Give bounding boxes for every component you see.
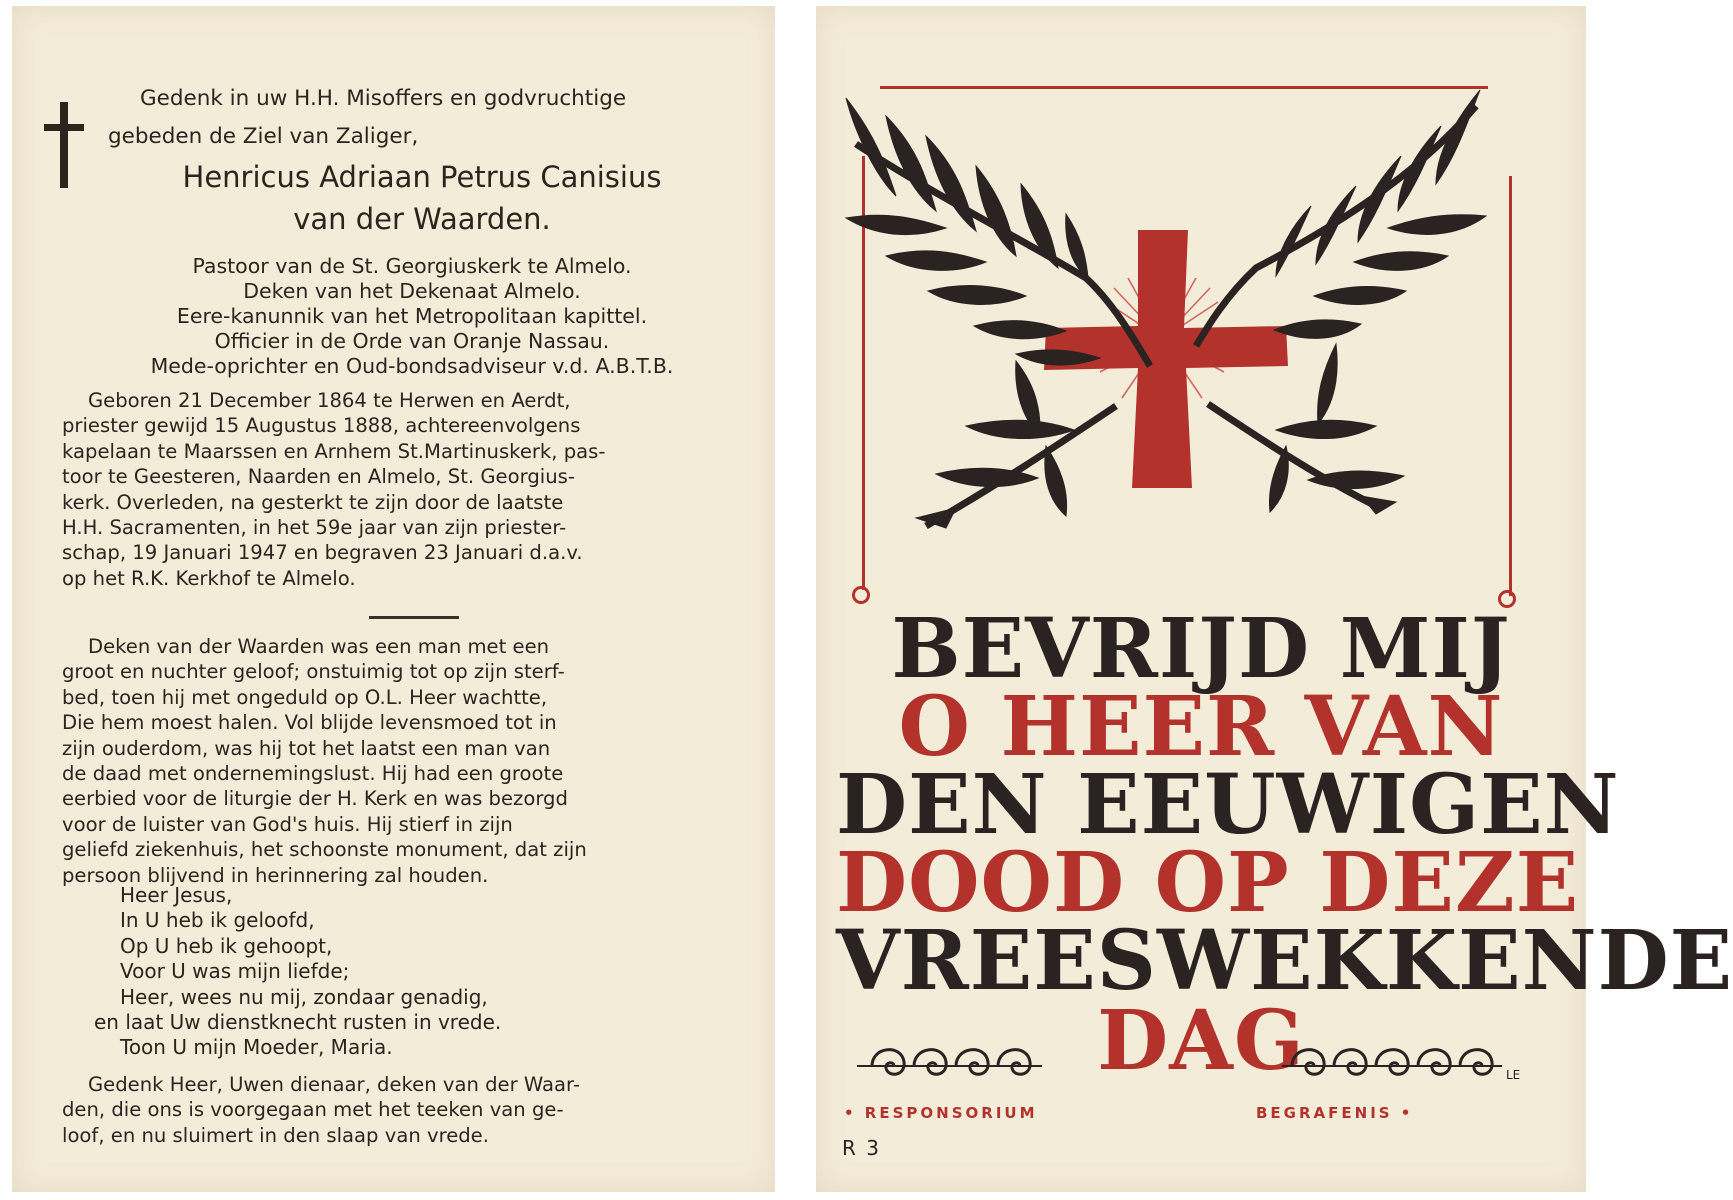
footer-begrafenis: BEGRAFENIS •: [1256, 1104, 1414, 1122]
prayer-line: Voor U was mijn liefde;: [120, 959, 350, 984]
prayer-line: In U heb ik geloofd,: [120, 908, 315, 933]
closing-line: loof, en nu sluimert in den slaap van vrede.: [62, 1123, 489, 1147]
intro-line: gebeden de Ziel van Zaliger,: [108, 124, 419, 149]
memorial-card-text-side: [12, 6, 775, 1192]
tribute-line: bed, toen hij met ongeduld op O.L. Heer wachtte,: [62, 685, 548, 709]
tribute-line: de daad met ondernemingslust. Hij had een groote: [62, 762, 564, 786]
palm-branches-icon: [816, 6, 1586, 606]
tribute-line: voor de luister van God's huis. Hij stierf in zijn: [62, 812, 513, 836]
prayer-line: Toon U mijn Moeder, Maria.: [120, 1035, 393, 1060]
biography-line: H.H. Sacramenten, in het 59e jaar van zijn priester-: [62, 516, 567, 540]
tribute-line: eerbied voor de liturgie der H. Kerk en was bezorgd: [62, 787, 568, 811]
verse-line: O HEER VAN: [898, 679, 1504, 775]
title-line: Pastoor van de St. Georgiuskerk te Almelo.: [192, 254, 632, 278]
tribute-paragraph: [62, 634, 742, 888]
intro-line: Gedenk in uw H.H. Misoffers en godvruchtige: [140, 86, 627, 111]
deceased-name: [72, 156, 772, 240]
biography-line: priester gewijd 15 Augustus 1888, achtereenvolgens: [62, 414, 581, 438]
closing-line: Gedenk Heer, Uwen dienaar, deken van der Waar-: [88, 1073, 580, 1096]
artist-initials: LE: [1506, 1068, 1521, 1082]
verse-line: DEN EEUWIGEN: [836, 757, 1620, 853]
footer-responsorium: • RESPONSORIUM: [844, 1104, 1038, 1122]
scroll-ornament: [852, 1024, 1552, 1104]
biography-line: kapelaan te Maarssen en Arnhem St.Martinuskerk, pas-: [62, 439, 606, 463]
tribute-line: persoon blijvend in herinnering zal houden.: [62, 863, 489, 887]
biography-line: toor te Geesteren, Naarden en Almelo, St. Georgius-: [62, 465, 575, 489]
section-divider: [369, 616, 459, 619]
biography-line: op het R.K. Kerkhof te Almelo.: [62, 566, 356, 590]
tribute-line: groot en nuchter geloof; onstuimig tot op zijn sterf-: [62, 660, 565, 684]
title-line: Officier in de Orde van Oranje Nassau.: [214, 329, 610, 353]
tribute-line: Die hem moest halen. Vol blijde levensmoed tot in: [62, 711, 557, 735]
deceased-name-line: van der Waarden.: [293, 202, 551, 236]
title-line: Eere-kanunnik van het Metropolitaan kapittel.: [176, 304, 648, 328]
verse-line: DOOD OP DEZE: [836, 835, 1580, 931]
prayer-verse: [94, 883, 760, 1061]
prayer-line: Op U heb ik gehoopt,: [120, 933, 333, 958]
tribute-line: Deken van der Waarden was een man met een: [88, 635, 550, 658]
biography-line: Geboren 21 December 1864 te Herwen en Aerdt,: [88, 389, 571, 412]
deceased-name-line: Henricus Adriaan Petrus Canisius: [182, 160, 662, 194]
prayer-line: Heer Jesus,: [120, 883, 233, 907]
card-code: R 3: [842, 1136, 881, 1160]
biography-line: kerk. Overleden, na gesterkt te zijn door de laatste: [62, 490, 564, 514]
verse-line: BEVRIJD MIJ: [891, 601, 1511, 697]
intro-text: [108, 80, 758, 156]
tribute-line: geliefd ziekenhuis, het schoonste monument, dat zijn: [62, 838, 587, 862]
verse-line: VREESWEKKENDE: [836, 913, 1733, 1009]
closing-line: den, die ons is voorgegaan met het teeken van ge-: [62, 1098, 564, 1122]
closing-paragraph: [62, 1072, 742, 1148]
prayer-line: en laat Uw dienstknecht rusten in vrede.: [94, 1010, 502, 1035]
biography-line: schap, 19 Januari 1947 en begraven 23 Januari d.a.v.: [62, 541, 583, 565]
title-line: Deken van het Dekenaat Almelo.: [243, 279, 581, 303]
verse-line: DAG: [1097, 993, 1305, 1089]
titles-list: [52, 254, 772, 379]
title-line: Mede-oprichter en Oud-bondsadviseur v.d. A.B.T.B.: [150, 354, 674, 378]
tribute-line: zijn ouderdom, was hij tot het laatst een man van: [62, 736, 551, 760]
prayer-line: Heer, wees nu mij, zondaar genadig,: [120, 984, 488, 1009]
memorial-card-image-side: [816, 6, 1733, 1192]
biography-paragraph: [62, 388, 742, 591]
